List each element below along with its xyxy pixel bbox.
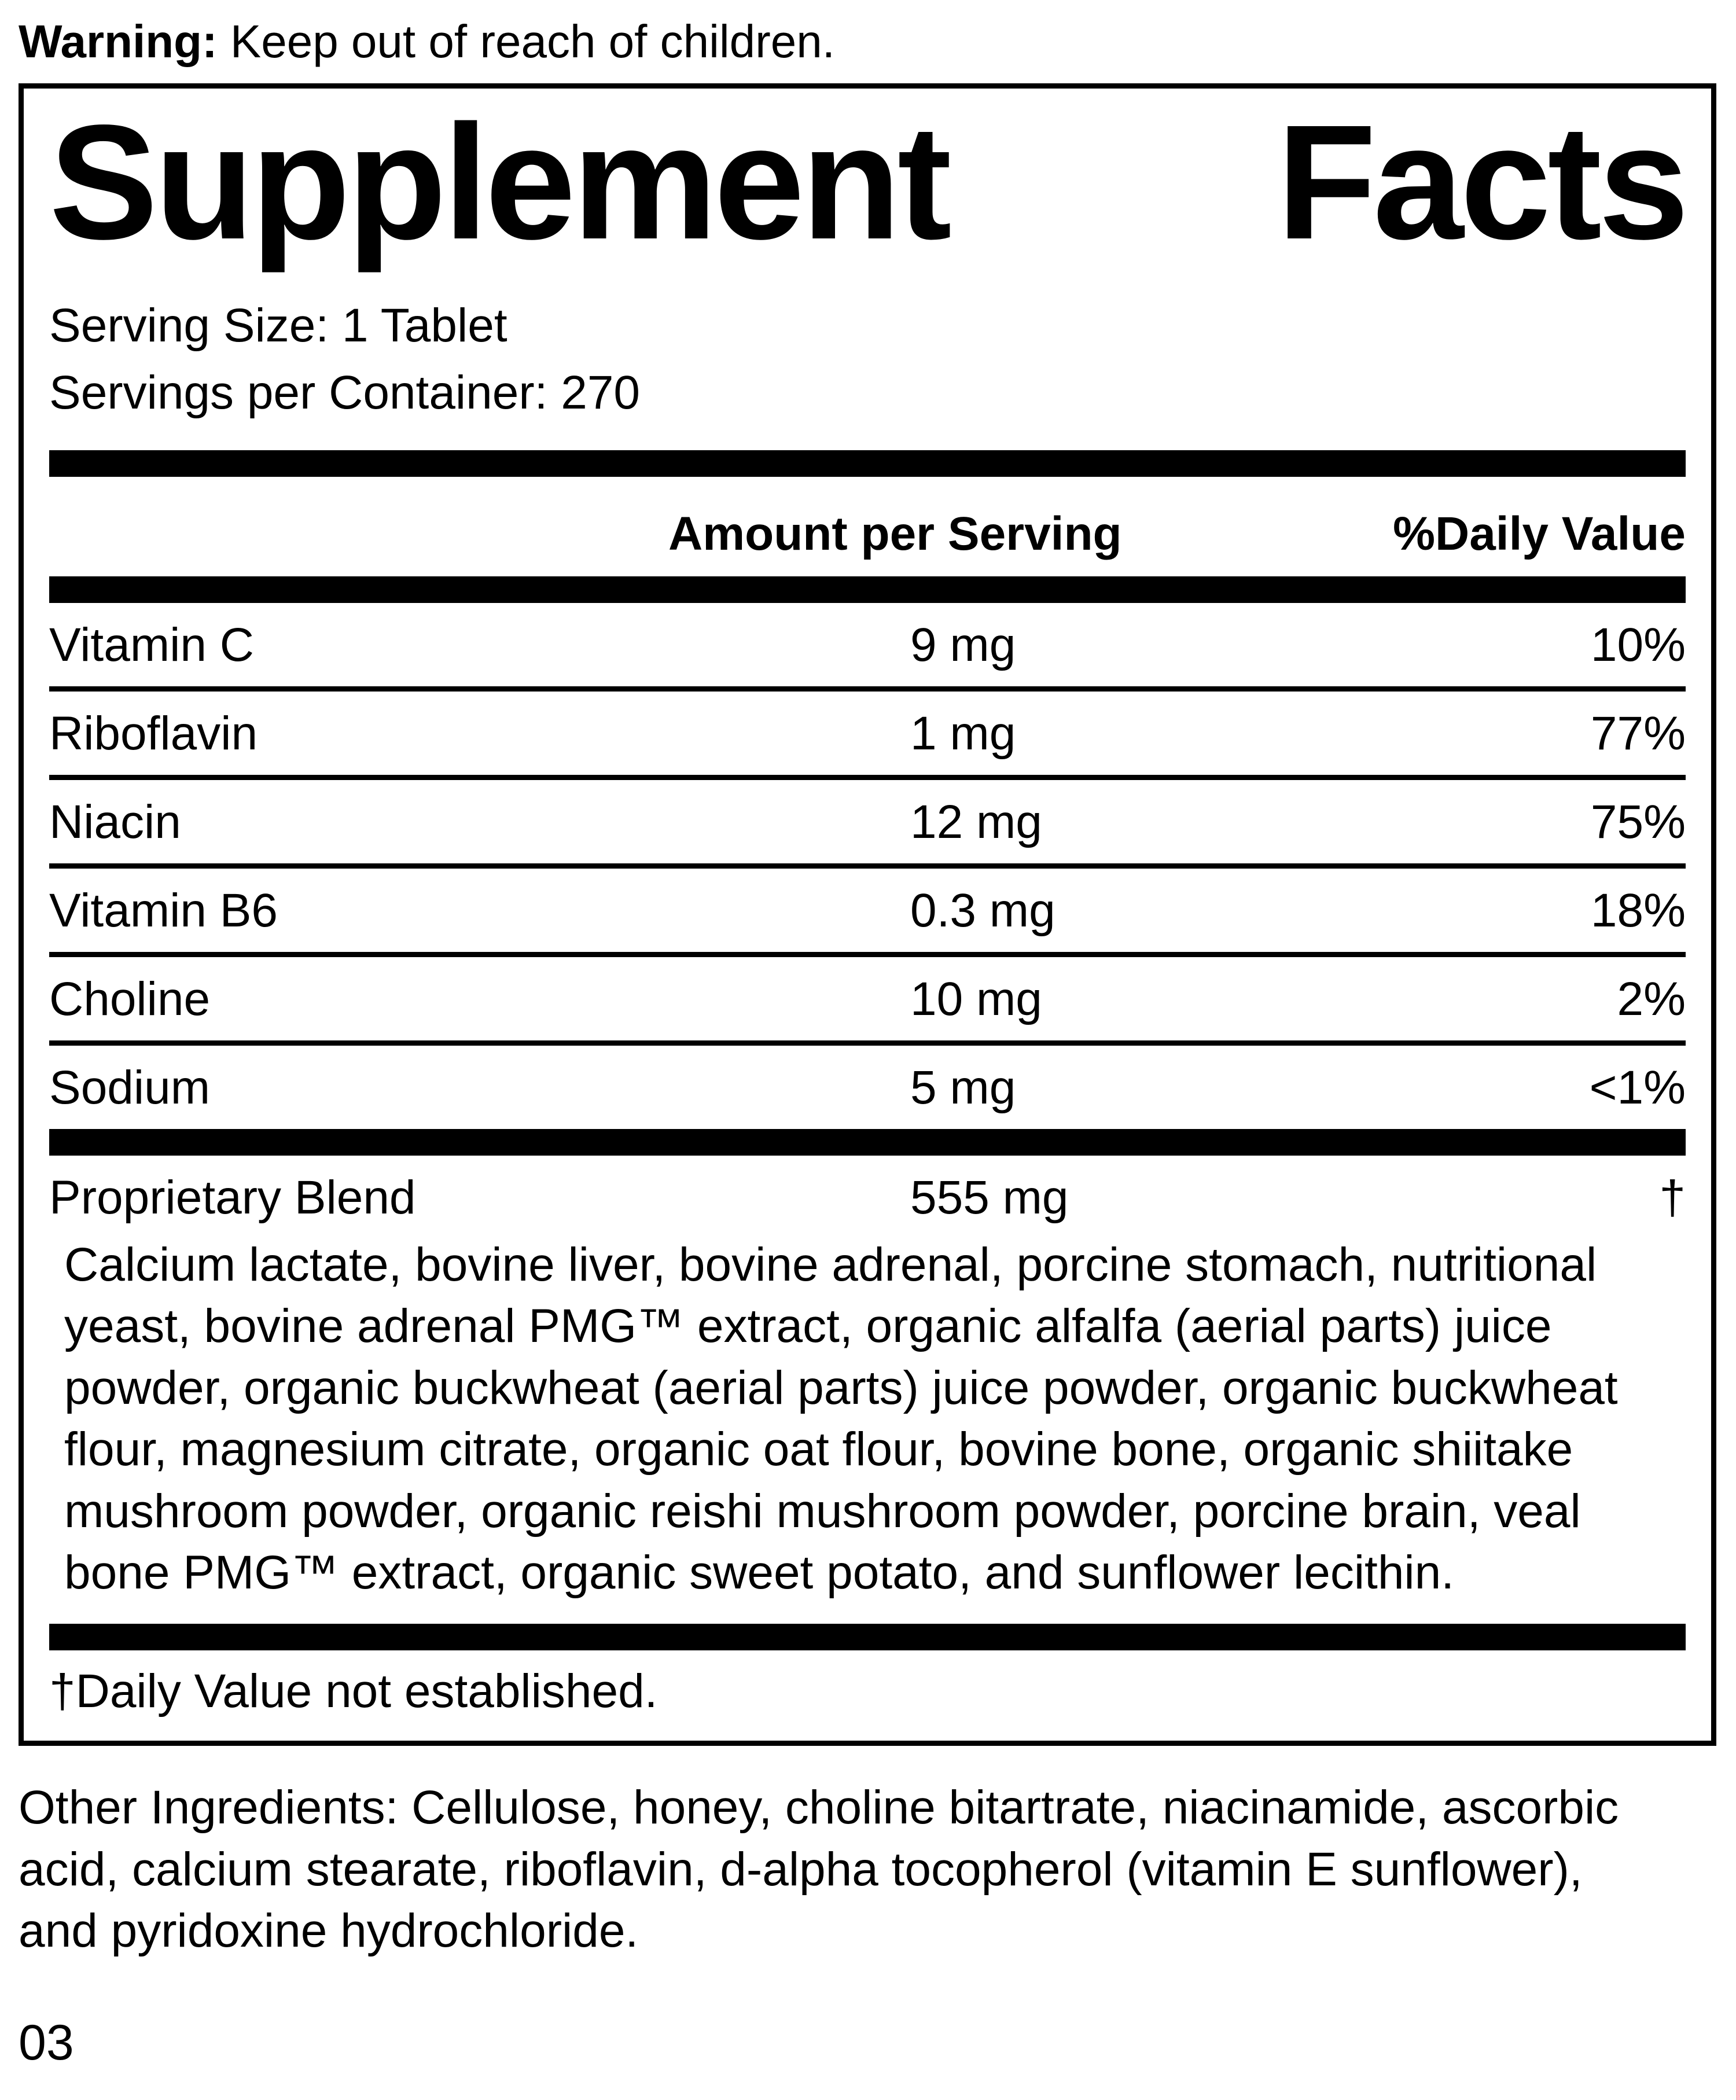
table-row	[49, 603, 1686, 692]
other-ingredients: Other Ingredients: Cellulose, honey, choline bitartrate, niacinamide, ascorbic acid, calcium stearate, riboflavin, d-alpha tocopherol (vitamin E sunflower), and pyridoxine hydrochloride.	[19, 1781, 1619, 1958]
table-header-row	[49, 477, 1686, 576]
nutrient-name: Choline	[49, 972, 211, 1025]
divider-bar-header	[49, 576, 1686, 603]
table-row	[49, 692, 1686, 780]
warning-label: Warning:	[19, 16, 218, 67]
table-row	[49, 869, 1686, 957]
nutrient-amount: 1 mg	[910, 707, 1016, 760]
nutrient-daily-value: 10%	[1590, 618, 1686, 671]
blend-amount: 555 mg	[910, 1171, 1069, 1224]
nutrient-amount: 10 mg	[910, 972, 1042, 1025]
nutrient-amount: 12 mg	[910, 795, 1042, 848]
blend-description: Calcium lactate, bovine liver, bovine adrenal, porcine stomach, nutritional yeast, bovine adrenal PMG™ extract, organic alfalfa (aerial parts) juice powder, organic buckwheat (aerial parts) juice powder, organic buckwheat flour, magnesium citrate, organic oat flour, bovine bone, organic shiitake mushroom powder, organic reishi mushroom powder, porcine brain, veal bone PMG™ extract, organic sweet potato, and sunflower lecithin.	[64, 1238, 1618, 1599]
table-row	[49, 780, 1686, 869]
daily-value-footnote: †Daily Value not established.	[49, 1665, 658, 1718]
nutrient-name: Niacin	[49, 795, 181, 848]
nutrient-daily-value: <1%	[1589, 1061, 1686, 1114]
warning-text: Keep out of reach of children.	[217, 16, 835, 67]
nutrient-name: Vitamin B6	[49, 884, 278, 937]
page-code: 03	[19, 2014, 74, 2070]
serving-size: Serving Size: 1 Tablet	[49, 299, 507, 352]
divider-bar-footnote	[49, 1624, 1686, 1650]
nutrient-daily-value: 2%	[1617, 972, 1686, 1025]
blend-daily-value-dagger: †	[1659, 1171, 1686, 1224]
table-row	[49, 957, 1686, 1046]
nutrient-daily-value: 18%	[1590, 884, 1686, 937]
proprietary-blend-row	[49, 1156, 1686, 1229]
table-row	[49, 1046, 1686, 1129]
column-header-daily-value: %Daily Value	[1393, 507, 1686, 560]
serving-info	[49, 292, 1686, 427]
nutrient-name: Riboflavin	[49, 707, 258, 760]
column-header-amount: Amount per Serving	[668, 507, 1122, 560]
supplement-facts-panel	[19, 83, 1716, 1746]
blend-name: Proprietary Blend	[49, 1171, 416, 1224]
divider-bar-blend	[49, 1129, 1686, 1156]
divider-bar-top	[49, 450, 1686, 477]
panel-title	[49, 91, 1686, 273]
nutrient-amount: 5 mg	[910, 1061, 1016, 1114]
servings-per-container: Servings per Container: 270	[49, 366, 641, 420]
nutrient-amount: 9 mg	[910, 618, 1016, 671]
nutrient-name: Vitamin C	[49, 618, 254, 671]
nutrient-amount: 0.3 mg	[910, 884, 1055, 937]
warning-line	[19, 15, 1715, 68]
panel-title-word-facts: Facts	[1277, 91, 1686, 273]
nutrient-daily-value: 75%	[1590, 795, 1686, 848]
nutrient-daily-value: 77%	[1590, 707, 1686, 760]
nutrient-name: Sodium	[49, 1061, 211, 1114]
panel-title-word-supplement: Supplement	[49, 91, 948, 273]
